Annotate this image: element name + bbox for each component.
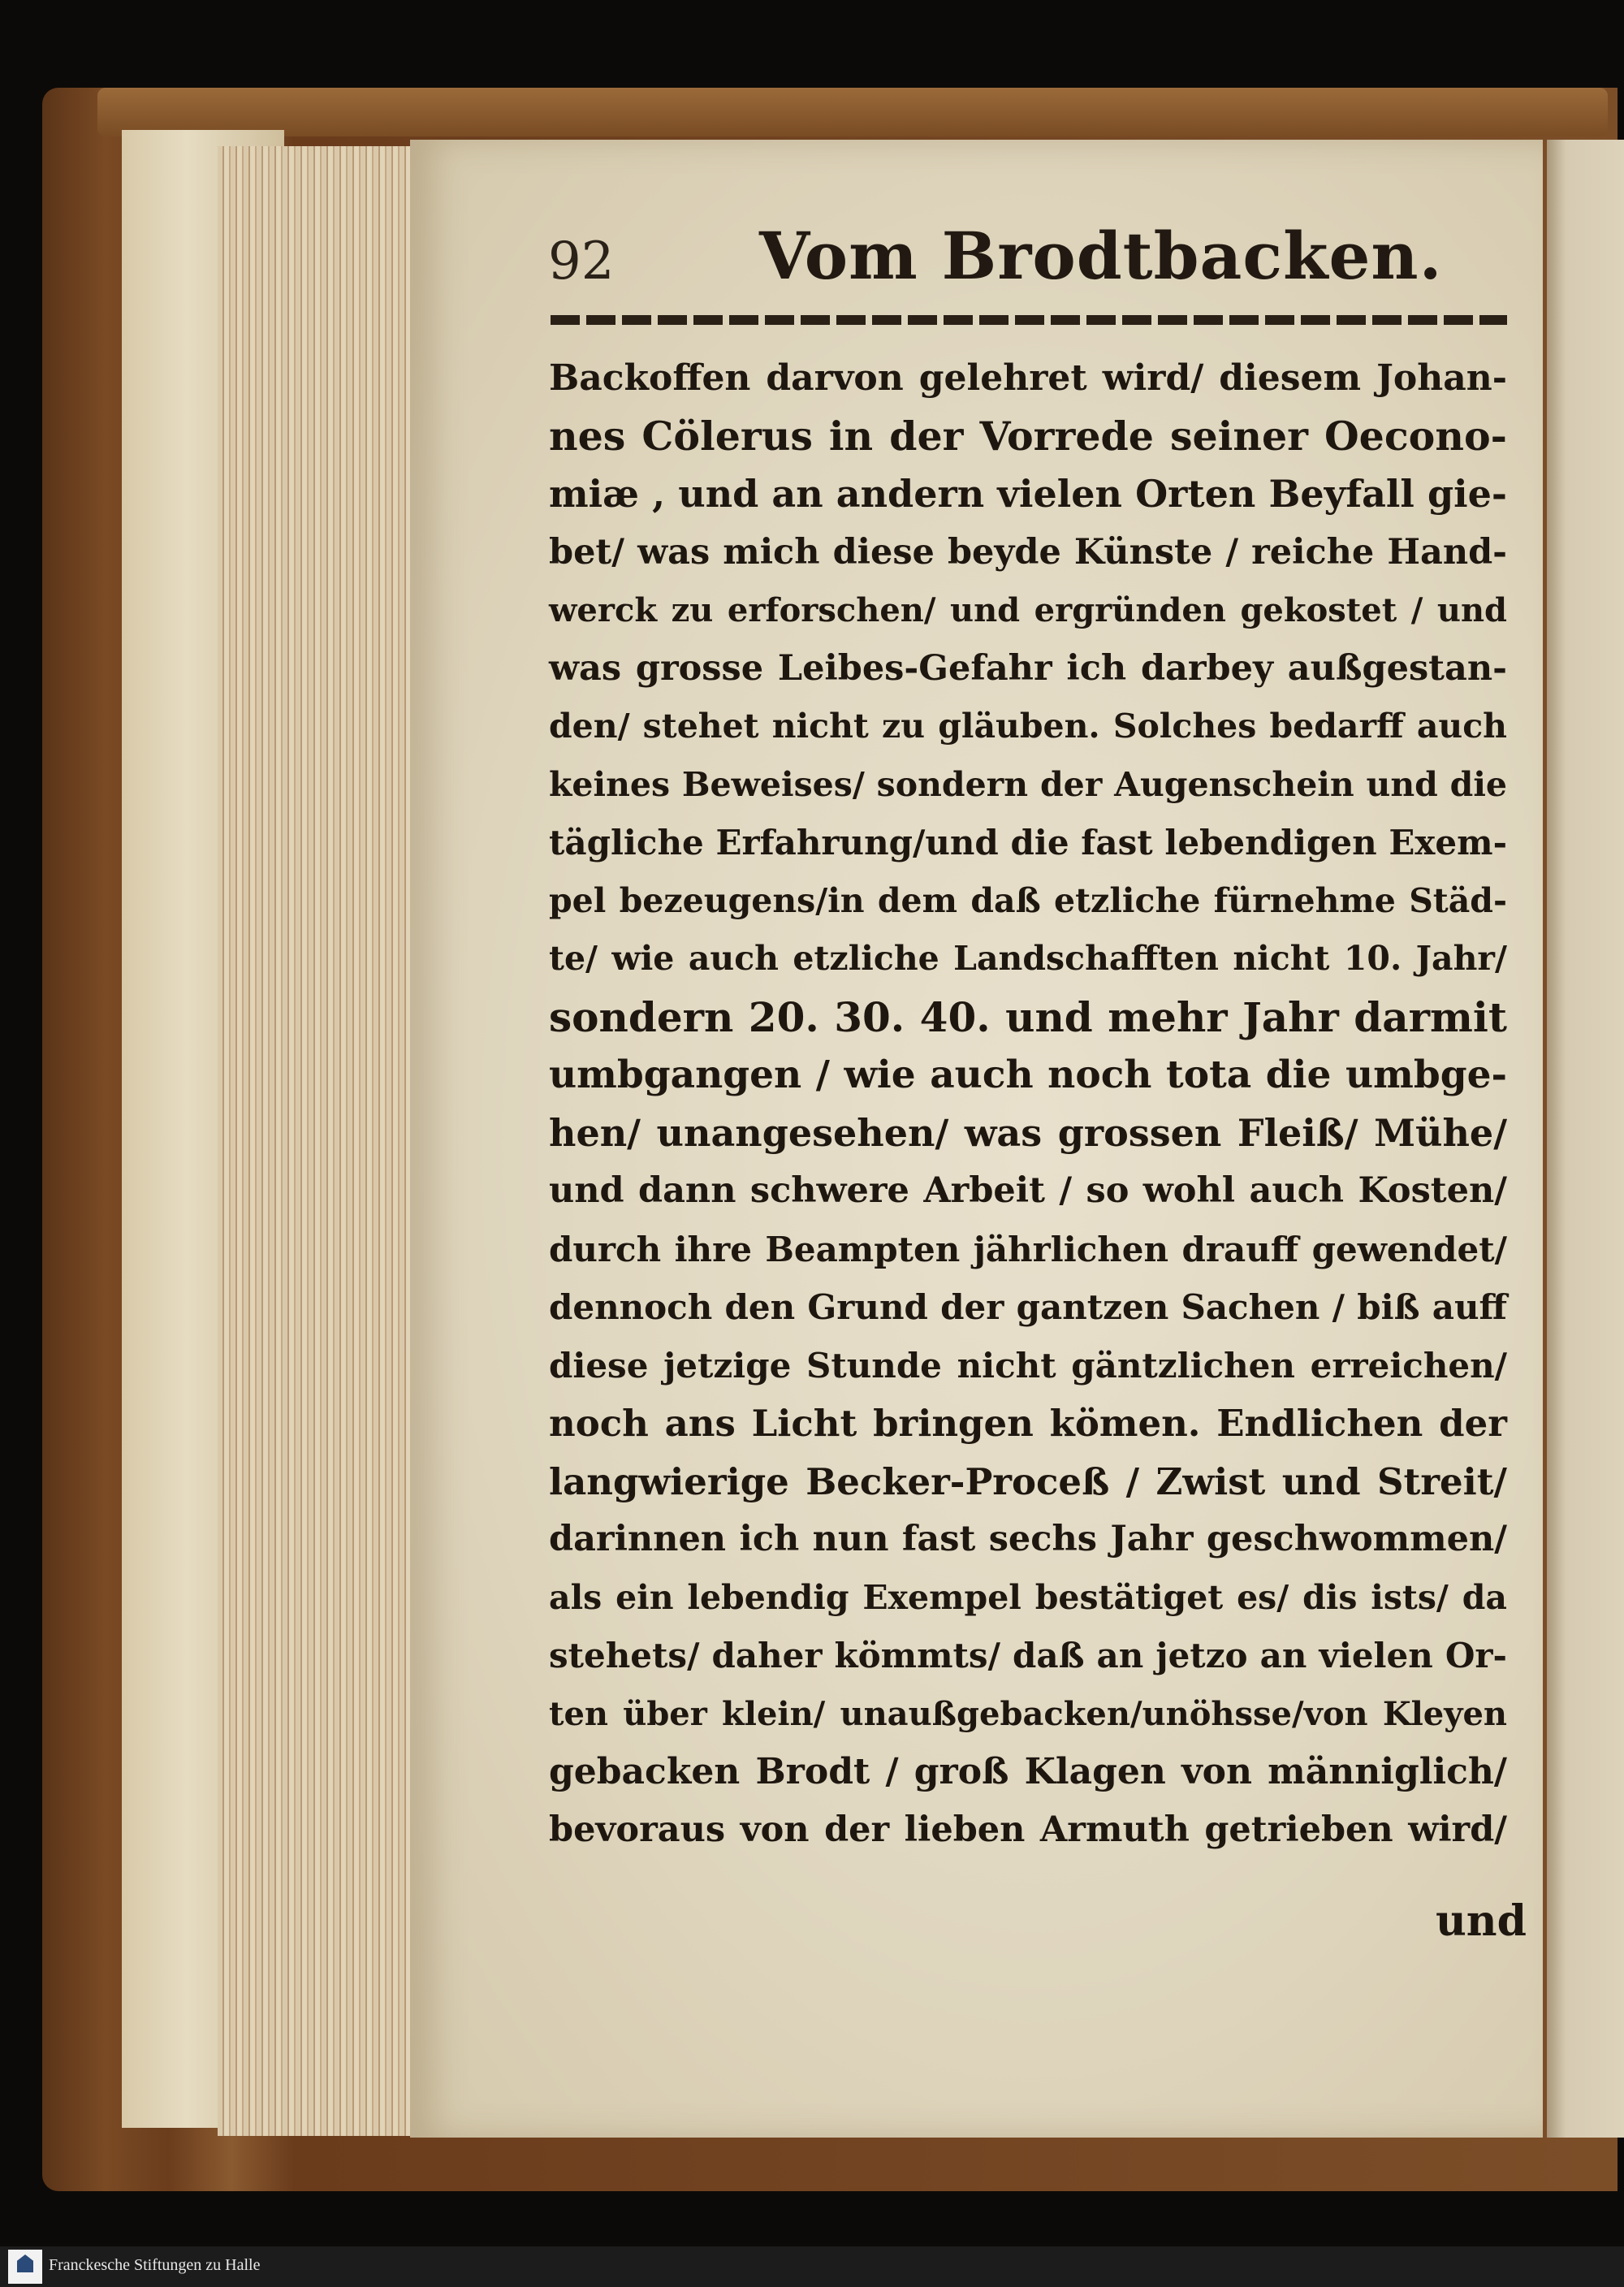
text-line: Backoffen darvon gelehret wird/ diesem Johan- — [549, 357, 1507, 399]
text-line: langwierige Becker-Proceß / Zwist und Streit/ — [549, 1459, 1507, 1503]
text-line: als ein lebendig Exempel bestätiget es/ dis ists/ da — [549, 1577, 1507, 1617]
text-line: sondern 20. 30. 40. und mehr Jahr darmit — [549, 992, 1507, 1041]
text-line: dennoch den Grund der gantzen Sachen / biß auff — [549, 1287, 1507, 1327]
header-rule — [551, 315, 1507, 325]
text-line: nes Cölerus in der Vorrede seiner Oecono- — [549, 412, 1507, 460]
franckesche-stiftungen-logo-icon — [8, 2250, 42, 2284]
institution-credit: Franckesche Stiftungen zu Halle — [49, 2256, 261, 2274]
text-line: stehets/ daher kömmts/ daß an jetzo an vielen Or- — [549, 1636, 1507, 1675]
text-line: werck zu erforschen/ und ergründen gekostet / und — [549, 591, 1507, 629]
text-line: den/ stehet nicht zu gläuben. Solches bedarff auch — [549, 707, 1507, 746]
logo-mark — [17, 2255, 33, 2272]
facing-page-edge — [1547, 140, 1624, 2138]
text-line: noch ans Licht bringen kömen. Endlichen der — [549, 1402, 1507, 1445]
text-line: was grosse Leibes-Gefahr ich darbey außgestan- — [549, 647, 1507, 689]
text-line: gebacken Brodt / groß Klagen von männiglich/ — [549, 1751, 1507, 1792]
text-line: umbgangen / wie auch noch tota die umbge- — [549, 1053, 1507, 1097]
text-line: diese jetzige Stunde nicht gäntzlichen erreichen/ — [549, 1345, 1507, 1386]
text-line: bet/ was mich diese beyde Künste / reiche Hand- — [549, 531, 1507, 573]
text-line: hen/ unangesehen/ was grossen Fleiß/ Mühe/ — [549, 1110, 1507, 1155]
body-text — [549, 349, 1507, 1859]
text-line: pel bezeugens/in dem daß etzliche fürnehme Städ- — [549, 880, 1507, 920]
page-edges — [218, 146, 421, 2136]
catchword: und — [1436, 1896, 1527, 1946]
book-cover-top-edge — [97, 88, 1608, 136]
text-line: tägliche Erfahrung/und die fast lebendigen Exem- — [549, 823, 1507, 862]
text-line: keines Beweises/ sondern der Augenschein und die — [549, 764, 1507, 804]
text-line: ten über klein/ unaußgebacken/unöhsse/von Kleyen — [549, 1694, 1507, 1733]
text-line: bevoraus von der lieben Armuth getrieben wird/ — [549, 1809, 1507, 1850]
text-line: miæ , und an andern vielen Orten Beyfall gie- — [549, 472, 1507, 516]
viewer-footer — [0, 2246, 1624, 2287]
text-line: und dann schwere Arbeit / so wohl auch Kosten/ — [549, 1170, 1507, 1211]
text-line: te/ wie auch etzliche Landschafften nicht 10. Jahr/ — [549, 939, 1507, 978]
running-head: Vom Brodtbacken. — [759, 218, 1443, 294]
text-line: durch ihre Beampten jährlichen drauff gewendet/ — [549, 1229, 1507, 1269]
page-number: 92 — [548, 231, 615, 292]
text-line: darinnen ich nun fast sechs Jahr geschwommen/ — [549, 1519, 1507, 1559]
